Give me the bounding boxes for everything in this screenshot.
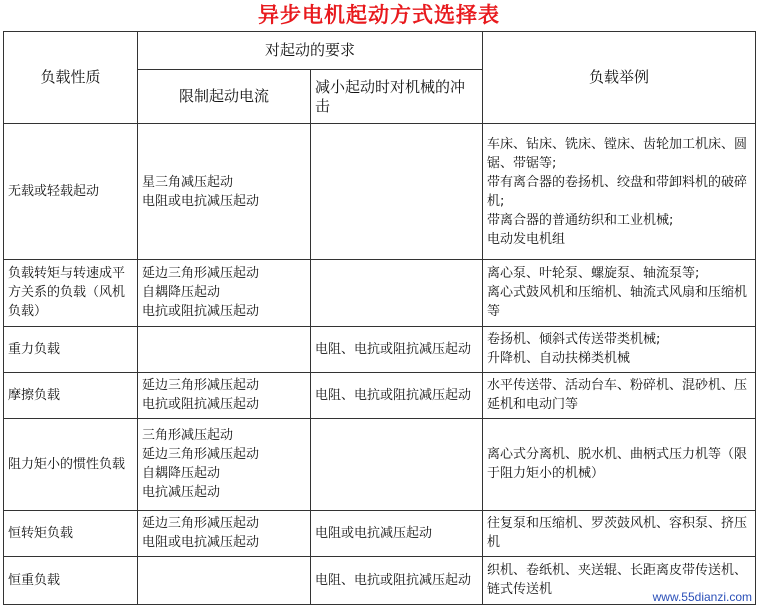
limit-current-cell: 三角形减压起动 延边三角形减压起动 自耦降压起动 电抗减压起动 xyxy=(138,418,311,510)
table-title: 异步电机起动方式选择表 xyxy=(258,3,500,27)
reduce-impact-cell: 电阻、电抗或阻抗减压起动 xyxy=(311,326,483,372)
examples-cell: 水平传送带、活动台车、粉碎机、混砂机、压延机和电动门等 xyxy=(483,372,756,418)
limit-current-cell xyxy=(138,326,311,372)
load-cell: 重力负载 xyxy=(4,326,138,372)
starting-method-table xyxy=(3,31,756,605)
table-row xyxy=(4,418,756,510)
reduce-impact-cell xyxy=(311,124,483,260)
examples-cell: 车床、钻床、铣床、镗床、齿轮加工机床、圆锯、带锯等; 带有离合器的卷扬机、绞盘和带卸料机的破碎机; 带离合器的普通纺织和工业机械; 电动发电机组 xyxy=(483,124,756,260)
examples-cell: 织机、卷纸机、夹送辊、长距离皮带传送机、链式传送机 xyxy=(483,556,756,604)
reduce-impact-cell xyxy=(311,260,483,326)
examples-cell: 卷扬机、倾斜式传送带类机械; 升降机、自动扶梯类机械 xyxy=(483,326,756,372)
load-cell: 摩擦负载 xyxy=(4,372,138,418)
table-row xyxy=(4,510,756,556)
table-row xyxy=(4,556,756,604)
examples-cell: 离心泵、叶轮泵、螺旋泵、轴流泵等; 离心式鼓风机和压缩机、轴流式风扇和压缩机等 xyxy=(483,260,756,326)
load-cell: 恒转矩负载 xyxy=(4,510,138,556)
examples-cell: 往复泵和压缩机、罗茨鼓风机、容积泵、挤压机 xyxy=(483,510,756,556)
limit-current-cell: 延边三角形减压起动 自耦降压起动 电抗或阻抗减压起动 xyxy=(138,260,311,326)
header-load-nature: 负载性质 xyxy=(4,32,138,124)
header-reduce-impact: 减小起动时对机械的冲击 xyxy=(311,70,483,124)
watermark: www.55dianzi.com xyxy=(652,590,752,604)
examples-cell: 离心式分离机、脱水机、曲柄式压力机等（限于阻力矩小的机械） xyxy=(483,418,756,510)
load-cell: 恒重负载 xyxy=(4,556,138,604)
load-cell: 负载转矩与转速成平方关系的负载（风机负载） xyxy=(4,260,138,326)
header-examples: 负载举例 xyxy=(483,32,756,124)
table-row xyxy=(4,372,756,418)
header-limit-current: 限制起动电流 xyxy=(138,70,311,124)
load-cell: 无载或轻载起动 xyxy=(4,124,138,260)
table-row xyxy=(4,260,756,326)
load-cell: 阻力矩小的惯性负载 xyxy=(4,418,138,510)
limit-current-cell: 延边三角形减压起动 电抗或阻抗减压起动 xyxy=(138,372,311,418)
reduce-impact-cell xyxy=(311,418,483,510)
header-requirement: 对起动的要求 xyxy=(138,32,483,70)
reduce-impact-cell: 电阻、电抗或阻抗减压起动 xyxy=(311,372,483,418)
limit-current-cell: 星三角减压起动 电阻或电抗减压起动 xyxy=(138,124,311,260)
limit-current-cell: 延边三角形减压起动 电阻或电抗减压起动 xyxy=(138,510,311,556)
reduce-impact-cell: 电阻或电抗减压起动 xyxy=(311,510,483,556)
reduce-impact-cell: 电阻、电抗或阻抗减压起动 xyxy=(311,556,483,604)
table-row xyxy=(4,326,756,372)
limit-current-cell xyxy=(138,556,311,604)
table-row xyxy=(4,124,756,260)
